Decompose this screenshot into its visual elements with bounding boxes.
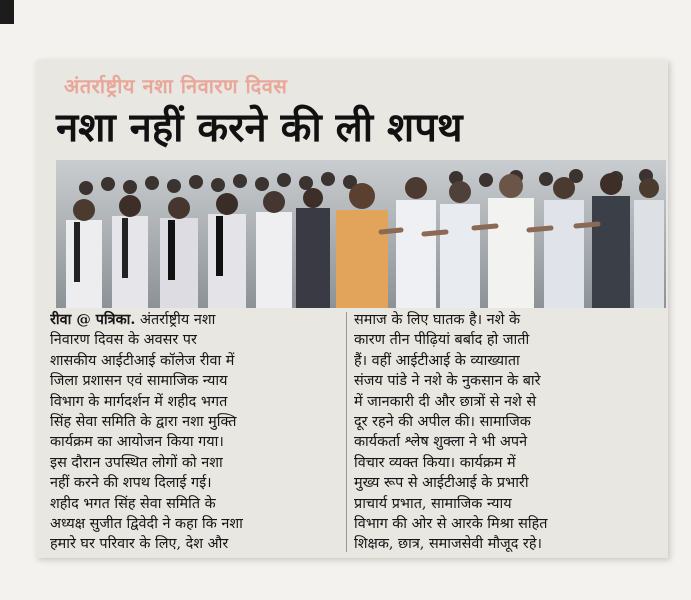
article-line: कार्यकर्ता श्लेष शुक्ला ने भी अपने xyxy=(354,434,528,451)
article-line: विभाग की ओर से आरके मिश्रा सहित xyxy=(354,516,548,533)
article-line: शिक्षक, छात्र, समाजसेवी मौजूद रहे। xyxy=(354,536,542,553)
article-line: समाज के लिए घातक है। नशे के xyxy=(354,312,521,328)
article-line: कारण तीन पीढ़ियां बर्बाद हो जाती xyxy=(354,332,530,349)
background-object xyxy=(0,0,14,24)
article-line: प्राचार्य प्रभात, सामाजिक न्याय xyxy=(354,495,512,512)
article-column-right xyxy=(354,310,658,556)
article-line: शासकीय आईटीआई कॉलेज रीवा में xyxy=(50,352,235,369)
news-photo xyxy=(56,160,666,308)
article-line: सिंह सेवा समिति के द्वारा नशा मुक्ति xyxy=(50,414,237,431)
article-line: संजय पांडे ने नशे के नुकसान के बारे xyxy=(354,373,541,390)
article-line: हमारे घर परिवार के लिए, देश और xyxy=(50,536,229,553)
article-line: में जानकारी दी और छात्रों से नशे से xyxy=(354,393,537,410)
article-line: शहीद भगत सिंह सेवा समिति के xyxy=(50,495,216,512)
article-line: दूर रहने की अपील की। सामाजिक xyxy=(354,414,531,431)
crowd-photo-illustration xyxy=(56,160,666,308)
headline: नशा नहीं करने की ली शपथ xyxy=(56,105,463,151)
column-divider xyxy=(346,312,347,552)
newspaper-clipping xyxy=(36,60,668,558)
article-line: अध्यक्ष सुजीत द्विवेदी ने कहा कि नशा xyxy=(50,516,243,533)
article-line: इस दौरान उपस्थित लोगों को नशा xyxy=(50,454,223,471)
article-column-left xyxy=(50,310,354,556)
article-line: अंतर्राष्ट्रीय नशा xyxy=(139,312,216,328)
dateline: रीवा @ पत्रिका. xyxy=(50,311,136,328)
article-line: जिला प्रशासन एवं सामाजिक न्याय xyxy=(50,373,228,390)
article-line: नहीं करने की शपथ दिलाई गई। xyxy=(50,475,212,492)
article-line: हैं। वहीं आईटीआई के व्याख्याता xyxy=(354,352,520,369)
article-line: विभाग के मार्गदर्शन में शहीद भगत xyxy=(50,393,228,410)
article-line: निवारण दिवस के अवसर पर xyxy=(50,332,197,349)
kicker: अंतर्राष्ट्रीय नशा निवारण दिवस xyxy=(64,74,288,98)
article-body xyxy=(36,310,668,556)
article-line: विचार व्यक्त किया। कार्यक्रम में xyxy=(354,454,516,471)
article-line: मुख्य रूप से आईटीआई के प्रभारी xyxy=(354,475,529,492)
article-line: कार्यक्रम का आयोजन किया गया। xyxy=(50,434,224,451)
